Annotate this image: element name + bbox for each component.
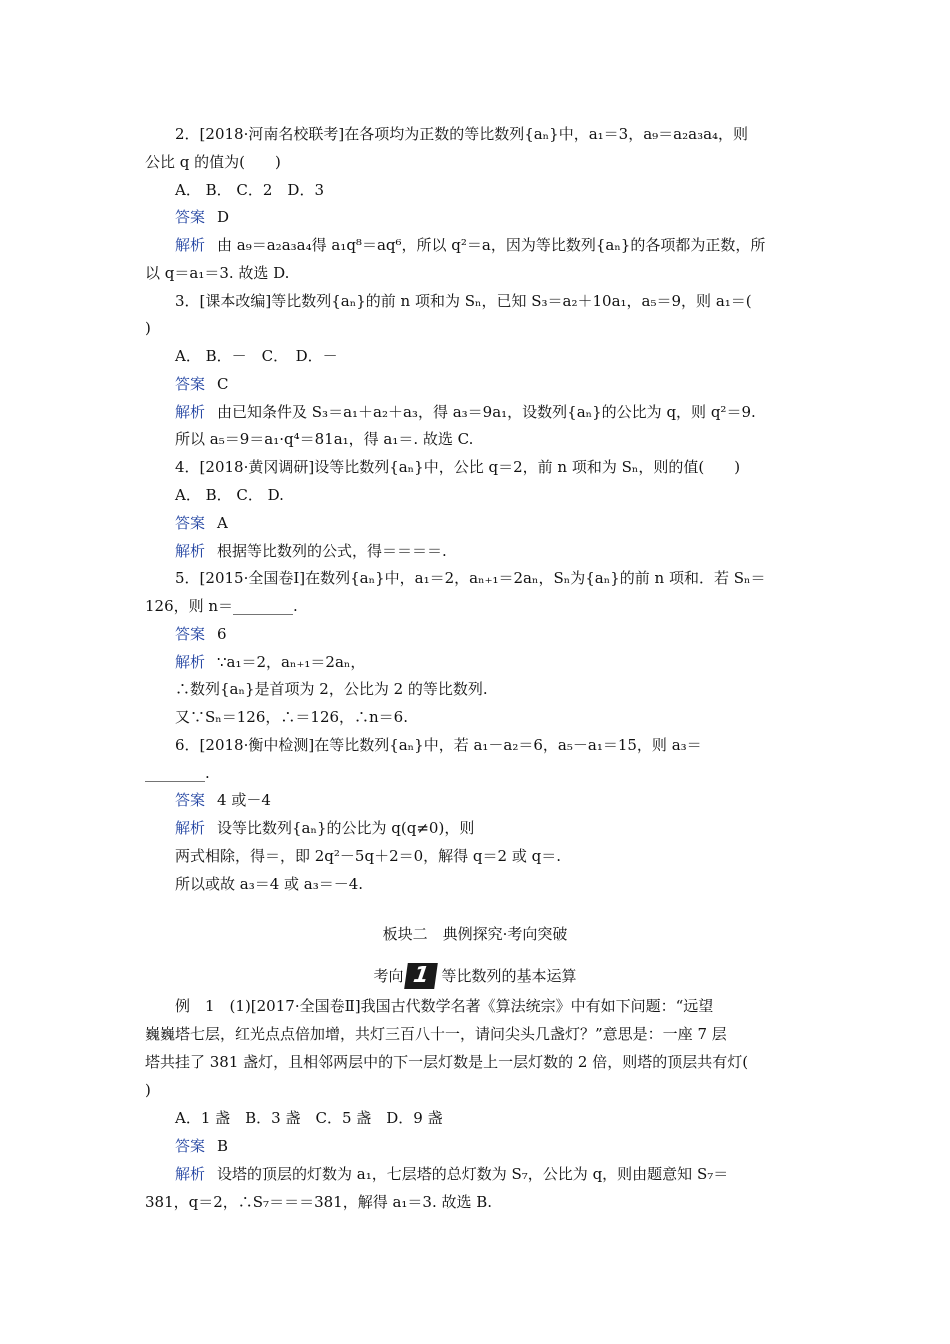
problem-6-solution-2: 两式相除，得＝，即 2q²－5q＋2＝0，解得 q＝2 或 q＝. <box>175 847 561 865</box>
kaoxiang-label: 考向 <box>373 967 404 985</box>
problem-3-line-2: ) <box>145 319 151 337</box>
problem-2-solution-1 <box>175 235 805 255</box>
problem-6-answer <box>175 790 805 810</box>
example-1-options: A．1 盏 B．3 盏 C．5 盏 D．9 盏 <box>175 1109 443 1127</box>
problem-5-solution-2: ∴数列{aₙ}是首项为 2，公比为 2 的等比数列. <box>175 680 488 698</box>
solution-label: 解析 <box>175 1165 206 1183</box>
problem-2-options: A． B． C．2 D．3 <box>175 181 324 199</box>
answer-label: 答案 <box>175 514 206 532</box>
solution-text: 根据等比数列的公式，得＝＝＝＝. <box>217 542 447 560</box>
problem-5-line-1: 5．[2015·全国卷Ⅰ]在数列{aₙ}中，a₁＝2，aₙ₊₁＝2aₙ，Sₙ为{aₙ}的前 n 项和．若 Sₙ＝ <box>175 569 766 587</box>
solution-text: 设塔的顶层的灯数为 a₁，七层塔的总灯数为 S₇，公比为 q，则由题意知 S₇＝ <box>217 1165 729 1183</box>
answer-label: 答案 <box>175 208 206 226</box>
problem-3-answer <box>175 374 805 394</box>
example-1-solution-2: 381，q＝2，∴S₇＝＝＝381，解得 a₁＝3. 故选 B. <box>145 1193 493 1211</box>
problem-3-solution-1 <box>175 402 805 422</box>
answer-label: 答案 <box>175 375 206 393</box>
problem-2-line-2: 公比 q 的值为( ) <box>145 153 281 171</box>
problem-3-line-1: 3．[课本改编]等比数列{aₙ}的前 n 项和为 Sₙ，已知 S₃＝a₂＋10a₁，a₅＝9，则 a₁＝( <box>175 292 752 310</box>
answer-label: 答案 <box>175 1137 206 1155</box>
solution-text: ∵a₁＝2，aₙ₊₁＝2aₙ， <box>217 653 366 671</box>
solution-text: 设等比数列{aₙ}的公比为 q(q≠0)，则 <box>217 819 475 837</box>
example-1-line-4: ) <box>145 1081 151 1099</box>
solution-text: 由已知条件及 S₃＝a₁＋a₂＋a₃，得 a₃＝9a₁，设数列{aₙ}的公比为 q，则 q²＝9. <box>217 403 756 421</box>
problem-5-solution-3: 又∵Sₙ＝126，∴＝126，∴n＝6. <box>175 708 408 726</box>
problem-4-solution <box>175 541 805 561</box>
problem-2-answer <box>175 207 805 227</box>
problem-4-answer <box>175 513 805 533</box>
problem-2-solution-2: 以 q＝a₁＝3. 故选 D. <box>145 264 290 282</box>
problem-6-line-2: ________. <box>145 764 210 782</box>
problem-4-line-1: 4．[2018·黄冈调研]设等比数列{aₙ}中，公比 q＝2，前 n 项和为 Sₙ，则的值( ) <box>175 458 741 476</box>
example-1-line-1: 例 1 (1)[2017·全国卷Ⅱ]我国古代数学名著《算法统宗》中有如下问题：“远望 <box>175 997 714 1015</box>
solution-text: 由 a₉＝a₂a₃a₄得 a₁q⁸＝aq⁶，所以 q²＝a，因为等比数列{aₙ}的各项都为正数，所 <box>217 236 766 254</box>
example-1-solution-1 <box>175 1164 805 1184</box>
answer-value: 6 <box>217 625 227 643</box>
answer-value: B <box>217 1137 229 1155</box>
kaoxiang-number-badge: 1 <box>404 963 438 989</box>
problem-5-line-2: 126，则 n＝________. <box>145 597 298 615</box>
answer-label: 答案 <box>175 625 206 643</box>
solution-label: 解析 <box>175 403 206 421</box>
solution-label: 解析 <box>175 542 206 560</box>
problem-6-solution-1 <box>175 818 805 838</box>
problem-3-options: A． B．－ C． D．－ <box>175 347 338 365</box>
problem-2-line-1: 2．[2018·河南名校联考]在各项均为正数的等比数列{aₙ}中，a₁＝3，a₉＝a₂a₃a₄，则 <box>175 125 749 143</box>
problem-6-solution-3: 所以或故 a₃＝4 或 a₃＝－4. <box>175 875 364 893</box>
answer-value: A <box>217 514 228 532</box>
section-title: 板块二 典例探究·考向突破 <box>382 925 568 943</box>
answer-value: D <box>217 208 230 226</box>
answer-label: 答案 <box>175 791 206 809</box>
solution-label: 解析 <box>175 653 206 671</box>
problem-6-line-1: 6．[2018·衡中检测]在等比数列{aₙ}中，若 a₁－a₂＝6，a₅－a₁＝15，则 a₃＝ <box>175 736 702 754</box>
problem-5-solution-1 <box>175 652 805 672</box>
kaoxiang-heading-group <box>373 962 576 990</box>
answer-value: C <box>217 375 229 393</box>
answer-value: 4 或－4 <box>217 791 271 809</box>
example-1-line-3: 塔共挂了 381 盏灯，且相邻两层中的下一层灯数是上一层灯数的 2 倍，则塔的顶层共有灯( <box>145 1053 749 1071</box>
example-1-line-2: 巍巍塔七层，红光点点倍加增，共灯三百八十一，请问尖头几盏灯？”意思是：一座 7 层 <box>145 1025 727 1043</box>
kaoxiang-heading <box>145 962 805 990</box>
kaoxiang-title: 等比数列的基本运算 <box>441 967 577 985</box>
solution-label: 解析 <box>175 819 206 837</box>
problem-4-options: A． B． C． D. <box>175 486 284 504</box>
example-1-answer <box>175 1136 805 1156</box>
problem-3-solution-2: 所以 a₅＝9＝a₁·q⁴＝81a₁，得 a₁＝. 故选 C. <box>175 430 474 448</box>
problem-5-answer <box>175 624 805 644</box>
solution-label: 解析 <box>175 236 206 254</box>
